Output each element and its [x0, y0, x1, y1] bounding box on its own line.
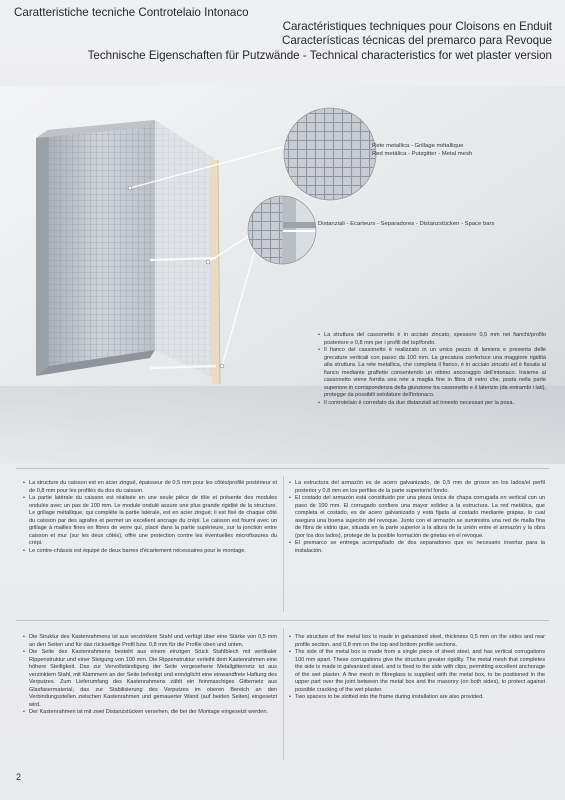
- list-item: • Il controtelaio è corredato da due distanziali ad innesto necessari per la posa.: [318, 400, 546, 408]
- mesh-callout: [372, 142, 472, 158]
- column-divider: [283, 476, 284, 612]
- section-divider: [16, 620, 549, 621]
- title-german-english: Technische Eigenschaften für Putzwände - Technical characteristics for wet plaster version: [87, 48, 552, 62]
- text-block-italian: [318, 332, 546, 407]
- text-block-spanish: [289, 480, 545, 555]
- list-item: • La structure du caisson est en acier zingué, épaisseur de 0,5 mm pour les côtés/profilé postérieur et de 0,8 mm pour les profilés du dos du caisson.: [23, 480, 277, 495]
- column-divider: [283, 628, 284, 760]
- title-italian: Caratteristiche tecniche Controtelaio Intonaco: [14, 6, 249, 19]
- text-block-english: [289, 634, 545, 702]
- list-item: • La partie latérale du caisson est réalisée en une seule pièce de tôle et présente des modules ondulés avec un pas de 100 mm. Le module ondulé assure une plus grande rigidité de la structure. Le grillage métallique, qui complète la partie latérale, est en acier zingué; il est fixé de chaque côté du caisson par des agrafes et permet un excellent ancrage du crépi. Le caisson est fourni avec un grillage à mailles fines en fibres de verre qui, placé dans la partie supérieure, sur la jonction entre caisson et mur (sur les deux côtés), offre une protection contre les éventuelles microfissures du crépi.: [23, 495, 277, 548]
- list-item: • The structure of the metal box is made in galvanized steel, thickness 0,5 mm on the sides and rear profile section, and 0,8 mm on the top and bottom profile sections.: [289, 634, 545, 649]
- list-item: • El premarco se entrega acompañado de dos separadores que es necesario insertar para la instalación.: [289, 540, 545, 555]
- product-illustration: [0, 86, 565, 464]
- list-item: • Der Kastenrahmen ist mit zwei Distanzstücken versehen, die bei der Montage eingesetzt werden.: [23, 709, 277, 717]
- list-item: • La estructura del armazón es de acero galvanizado, de 0,5 mm de grosor en los lados/el perfil posterior y 0,8 mm en los perfiles de la parte superior/el fondo.: [289, 480, 545, 495]
- list-item: • Die Seite des Kastenrahmens besteht aus einem einzigen Stück Stahlblech mit vertikaler Rippenstruktur und einer Steigung von 100 mm. Die Rippenstruktur verleiht dem Kastenrahmen eine höhere Steifigkeit. Das zur Vervollständigung der Seite vorgesehene Metallgitternetz ist aus verzinktem Stahl, mit Klammern an der Seite befestigt und ermöglicht eine einwandfreie Haftung des Verputzes. Zum Lieferumfang des Kastenrahmens zählt ein feinmaschiges Gitternetz aus Glasfasermaterial, das zur Stabilisierung des Verputzes im oberen Bereich an den Verbindungsstellen zwischen Kastenrahmen und gemauerter Wand (auf beiden Seiten) eingesetzt wird.: [23, 649, 277, 709]
- list-item: • La struttura del cassonetto è in acciaio zincato, spessore 0,5 mm nei fianchi/profilo posteriore e 0,8 mm per i profili del top/fondo.: [318, 332, 546, 347]
- page-number: 2: [16, 772, 22, 782]
- list-item: • Il fianco del cassonetto è realizzato in un unico pezzo di lamiera e presenta delle grecature verticali con passo da 100 mm. La grecatura conferisce una maggiore rigidità alla struttura. La rete metallica, che completa il fianco, è in acciaio zincato ed è fissata al fianco mediante graffette consentendo un ottimo ancoraggio dell'intonaco. Insieme al cassonetto viene fornita una rete a maglia fine in fibra di vetro che, posta nella parte superiore in corrispondenza della giunzione tra cassonetto e il laterizio (da entrambi i lati), protegge da possibili setolature dell'intonaco.: [318, 347, 546, 400]
- section-divider: [16, 468, 549, 469]
- mesh-callout-line-1: Rete metallica - Grillage métallique: [372, 143, 464, 149]
- title-block: [14, 6, 552, 63]
- list-item: • El costado del armazón está constituido por una pieza única de chapa corrugada en vertical con un paso de 100 mm. El corrugado confiere una mayor solidez a la estructura. La red metálica, que completa el costado, es de acero galvanizado y está fijada al costado mediante grapas, lo cual asegura una buena sujeción del revoque. Junto con el armazón se suministra una red de malla fina de fibra de vidrio que, situada en la parte superior a la altura de la unión entre el armazón y la obra (por los dos lados), protege de la posible formación de grietas en el revoque.: [289, 495, 545, 540]
- list-item: • Le contre-châssis est équipé de deux barres d'écartement nécessaires pour le montage.: [23, 548, 277, 556]
- mesh-callout-line-2: Red metálica - Putzgitter - Metal mesh: [372, 151, 473, 157]
- title-spanish: Características técnicas del premarco para Revoque: [281, 34, 552, 48]
- list-item: • Two spacers to be slotted into the frame during installation are also provided.: [289, 694, 545, 702]
- list-item: • Die Struktur des Kastenrahmens ist aus verzinktem Stahl und verfügt über eine Stärke von 0,5 mm an den Seiten und für das rückseitige Profil bzw. 0,8 mm für die Profile oben und unten.: [23, 634, 277, 649]
- spacer-callout: Distanziali - Ecarteurs - Separadores - Distanzstücken - Space bars: [318, 221, 495, 227]
- title-french: Caractéristiques techniques pour Cloisons en Enduit: [282, 20, 552, 34]
- text-block-french: [23, 480, 277, 555]
- text-block-german: [23, 634, 277, 717]
- list-item: • The side of the metal box is made from a single piece of sheet steel, and has vertical corrugations 100 mm apart. These corrugations give the structure greater rigidity. The metal mesh that completes the side is made in galvanized steel, and is fixed to the side with clips, permitting excellent anchorage of the wet plaster. A fine mesh in fibreglass is supplied with the metal box, to be positioned in the upper part over the joint between the metal box and the masonry (on both sides), to protect against possible cracking of the wet plaster.: [289, 649, 545, 694]
